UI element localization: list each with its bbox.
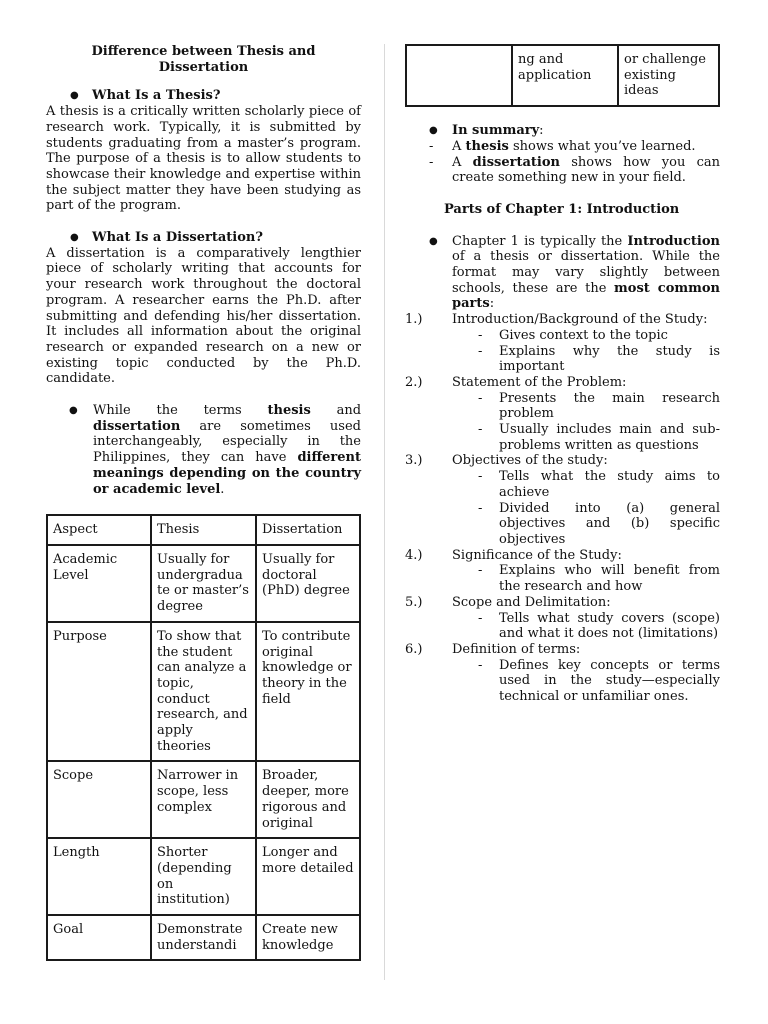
table-header-row [47,515,360,545]
note-text-3: are sometimes used interchangeably, especially in the Philippines, they can have [93,418,361,466]
part-number: 3.) [405,453,423,469]
table-cell: Shorter (depending on institution) [151,838,256,915]
note-text-4: . [220,481,225,497]
part-item [405,642,720,705]
summary-bold: dissertation [472,154,560,170]
part-sub-item: - Tells what study covers (scope) and what it does not (limitations) [405,611,720,642]
dissertation-heading-text: ● What Is a Dissertation? [92,230,263,246]
table-header-cell: Dissertation [256,515,360,545]
table-cell: To show that the student can analyze a topic, conduct research, and apply theories [151,622,256,762]
part-item [405,453,720,547]
table-cell: Broader, deeper, more rigorous and original [256,761,360,838]
part-label [405,453,720,469]
part-sub-item: - Explains who will benefit from the research and how [405,563,720,594]
column-divider [384,44,385,980]
summary-heading [405,123,720,139]
table-cell: Usually for doctoral (PhD) degree [256,545,360,622]
summary-text: A [452,138,466,154]
part-label [405,595,720,611]
table-cell: Goal [47,915,151,960]
part-item [405,548,720,595]
part-number: 6.) [405,641,423,657]
part-title: Definition of terms: [452,641,581,657]
comparison-table-continued [405,44,720,107]
table-cell [406,45,512,106]
thesis-paragraph: A thesis is a critically written scholarly piece of research work. Typically, it is submitted by students graduating from a master’s program. The purpose of a thesis is to allow students to showcase their knowledge and expertise within the subject matter they have been studying as part of the program. [46,104,361,214]
summary-line-thesis [405,139,720,155]
summary-heading-text: In summary [452,123,540,139]
summary-block [405,123,720,186]
part-sub-item: - Defines key concepts or terms used in the study—especially technical or unfamiliar ones. [405,658,720,705]
right-column [405,44,720,705]
thesis-heading [46,88,361,104]
table-cell: Create new knowledge [256,915,360,960]
chapter-heading: Parts of Chapter 1: Introduction [444,201,680,217]
table-cell: Academic Level [47,545,151,622]
part-item [405,595,720,642]
part-title: Significance of the Study: [452,547,622,563]
chapter-note [405,234,720,313]
parts-list [405,312,720,705]
terms-note [46,403,361,497]
part-label [405,375,720,391]
part-item [405,312,720,375]
part-sub-item: - Gives context to the topic [405,328,720,344]
note-bold-dissertation: dissertation [93,418,181,434]
part-sub-item: - Tells what the study aims to achieve [405,469,720,500]
chapter-note-text: : [489,296,495,312]
dissertation-heading [46,230,361,246]
table-cell: or challenge existing ideas [618,45,719,106]
note-bold-thesis: thesis [267,403,311,419]
table-row [47,761,360,838]
part-number: 2.) [405,374,423,390]
table-row [47,915,360,960]
table-row [47,838,360,915]
part-label [405,642,720,658]
summary-heading-colon: : [539,123,544,139]
thesis-heading-text: ● What Is a Thesis? [92,88,221,104]
part-title: Introduction/Background of the Study: [452,312,708,328]
summary-text: A [452,154,473,170]
table-cell: Length [47,838,151,915]
chapter-note-text: Chapter 1 is typically the [452,233,628,249]
chapter-note-bold: most common parts [452,280,720,312]
left-column [46,44,361,961]
part-title: Scope and Delimitation: [452,594,611,610]
table-cell: Narrower in scope, less complex [151,761,256,838]
part-sub-item: - Usually includes main and sub-problems written as questions [405,422,720,453]
table-cell: Purpose [47,622,151,762]
table-header-cell: Aspect [47,515,151,545]
summary-bold: thesis [465,138,509,154]
part-number: 4.) [405,547,423,563]
part-sub-item: - Explains why the study is important [405,344,720,375]
note-text-1: While the terms [93,403,268,419]
dissertation-paragraph: A dissertation is a comparatively lengthier piece of scholarly writing that accounts for your research work throughout the doctoral program. A researcher earns the Ph.D. after submitting and defending his/her dissertation. It includes all information about the original research or expanded research on a new or existing topic conducted by the Ph.D. candidate. [46,245,361,387]
part-sub-item: - Presents the main research problem [405,391,720,422]
table-header-cell: Thesis [151,515,256,545]
table-cell: Scope [47,761,151,838]
part-number: 5.) [405,594,423,610]
comparison-table [46,514,361,961]
part-label [405,548,720,564]
table-cell: Longer and more detailed [256,838,360,915]
summary-text: shows how you can create something new in your field. [452,154,720,186]
part-title: Statement of the Problem: [452,374,627,390]
document-title: Difference between Thesis and Dissertation [91,44,316,75]
table-cell: To contribute original knowledge or theory in the field [256,622,360,762]
table-cell: Demonstrate understandi [151,915,256,960]
table-row [47,545,360,622]
summary-text: shows what you’ve learned. [508,138,696,154]
table-row [406,45,719,106]
chapter-note-bold: Introduction [627,233,720,249]
note-text-2: and [310,403,362,419]
table-cell: Usually for undergradua te or master’s degree [151,545,256,622]
chapter-note-text: of a thesis or dissertation. While the format may vary slightly between schools, these are the [452,249,720,296]
summary-line-dissertation [405,155,720,186]
part-title: Objectives of the study: [452,453,608,469]
part-number: 1.) [405,312,423,328]
table-row [47,622,360,762]
table-cell: ng and application [512,45,618,106]
part-label [405,312,720,328]
part-sub-item: - Divided into (a) general objectives and (b) specific objectives [405,501,720,548]
note-bold-meanings: different meanings depending on the country or academic level [93,450,361,497]
part-item [405,375,720,454]
